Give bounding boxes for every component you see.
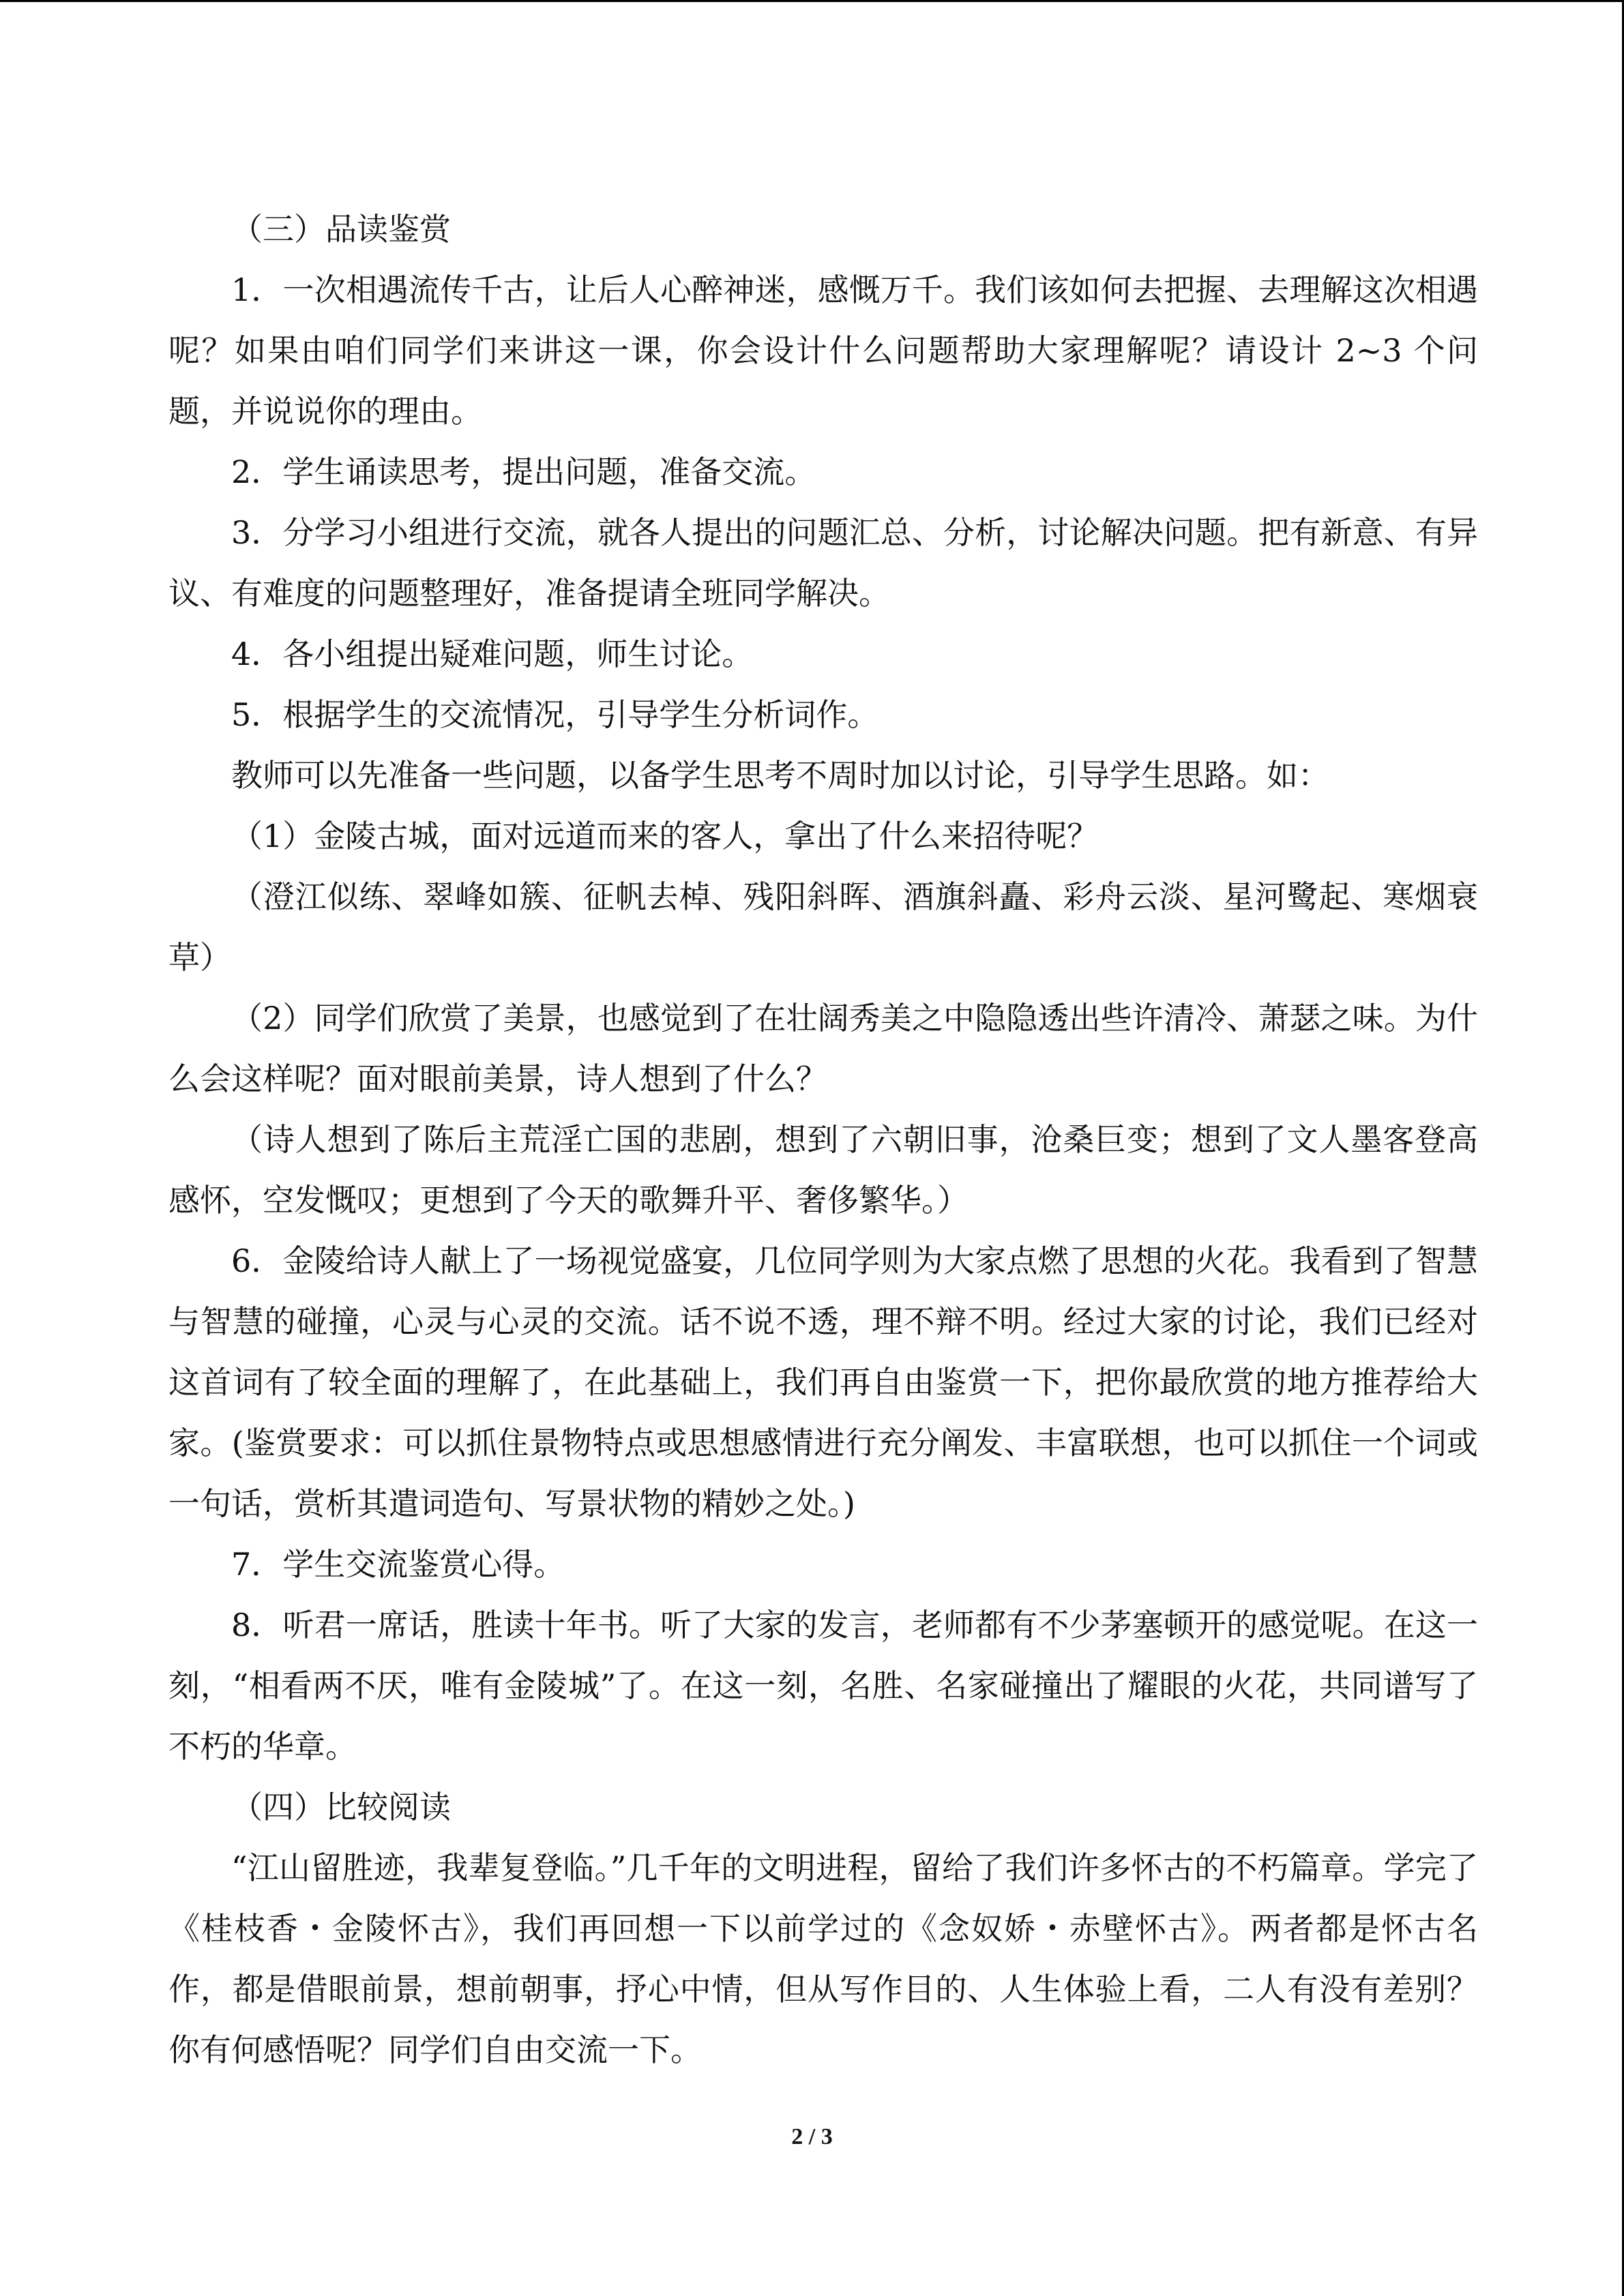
paragraph-item-5: 5．根据学生的交流情况，引导学生分析词作。 [231,696,879,733]
paragraph-answer-1: （澄江似练、翠峰如簇、征帆去棹、残阳斜晖、酒旗斜矗、彩舟云淡、星河鹭起、寒烟衰草） [168,878,1478,976]
page-number: 2 / 3 [791,2124,833,2149]
paragraph-item-2: 2．学生诵读思考，提出问题，准备交流。 [231,453,816,490]
paragraph-item-6: 6．金陵给诗人献上了一场视觉盛宴，几位同学则为大家点燃了思想的火花。我看到了智慧与智慧的碰撞，心灵与心灵的交流。话不说不透，理不辩不明。经过大家的讨论，我们已经对这首词有了较全面的理解了，在此基础上，我们再自由鉴赏一下，把你最欣赏的地方推荐给大家。(鉴赏要求：可以抓住景物特点或思想感情进行充分阐发、丰富联想，也可以抓住一个词或一句话，赏析其遣词造句、写景状物的精妙之处。) [168,1242,1478,1522]
paragraph-item-3: 3．分学习小组进行交流，就各人提出的问题汇总、分析，讨论解决问题。把有新意、有异议、有难度的问题整理好，准备提请全班同学解决。 [168,514,1478,612]
paragraph-comparison: “江山留胜迹，我辈复登临。”几千年的文明进程，留给了我们许多怀古的不朽篇章。学完了《桂枝香・金陵怀古》，我们再回想一下以前学过的《念奴娇・赤壁怀古》。两者都是怀古名作，都是借眼前景，想前朝事，抒心中情，但从写作目的、人生体验上看，二人有没有差别？你有何感悟呢？同学们自由交流一下。 [168,1849,1478,2068]
paragraph-item-4: 4．各小组提出疑难问题，师生讨论。 [231,636,754,672]
paragraph-item-7: 7．学生交流鉴赏心得。 [231,1546,565,1583]
paragraph-item-1: 1．一次相遇流传千古，让后人心醉神迷，感慨万千。我们该如何去把握、去理解这次相遇呢？如果由咱们同学们来讲这一课，你会设计什么问题帮助大家理解呢？请设计 2~3 个问题，并说说你的理由。 [168,271,1478,430]
top-border-line [0,0,1624,2]
paragraph-answer-2: （诗人想到了陈后主荒淫亡国的悲剧，想到了六朝旧事，沧桑巨变；想到了文人墨客登高感怀，空发慨叹；更想到了今天的歌舞升平、奢侈繁华。） [168,1121,1478,1219]
paragraph-item-8: 8．听君一席话，胜读十年书。听了大家的发言，老师都有不少茅塞顿开的感觉呢。在这一刻，“相看两不厌，唯有金陵城”了。在这一刻，名胜、名家碰撞出了耀眼的火花，共同谱写了不朽的华章。 [168,1607,1478,1765]
section-heading-4: （四）比较阅读 [231,1789,451,1825]
paragraph-teacher-note: 教师可以先准备一些问题，以备学生思考不周时加以讨论，引导学生思路。如： [231,757,1329,794]
paragraph-question-2: （2）同学们欣赏了美景，也感觉到了在壮阔秀美之中隐隐透出些许清冷、萧瑟之味。为什么会这样呢？面对眼前美景，诗人想到了什么？ [168,1000,1478,1097]
document-body [168,199,1478,2081]
section-heading-3: （三）品读鉴赏 [231,211,451,248]
paragraph-question-1: （1）金陵古城，面对远道而来的客人，拿出了什么来招待呢？ [231,818,1099,854]
